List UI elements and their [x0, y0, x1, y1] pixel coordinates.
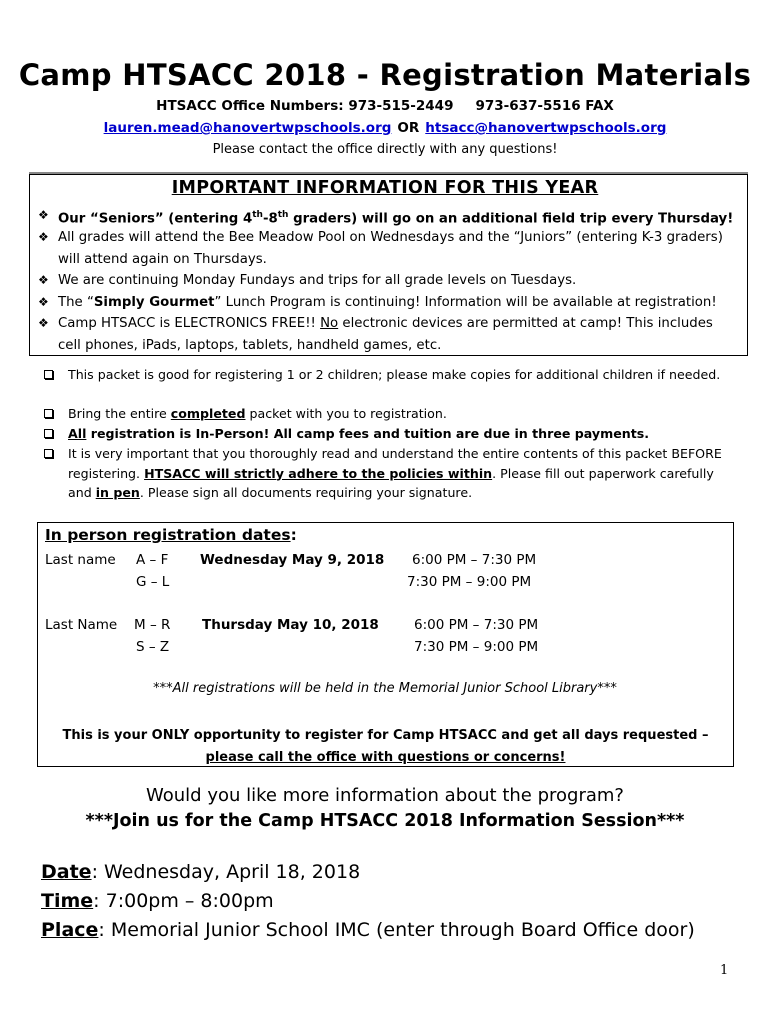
office-phone-line — [0, 98, 770, 114]
important-info-title: IMPORTANT INFORMATION FOR THIS YEAR — [171, 178, 599, 198]
registration-only-opportunity: This is your ONLY opportunity to register for Camp HTSACC and get all days requested – please call the office with questions or concerns! — [62, 728, 709, 765]
diamond-bullet-icon: ❖ — [38, 208, 49, 222]
row1-label: Last name — [45, 552, 116, 568]
row1-date: Wednesday May 9, 2018 — [200, 552, 385, 568]
row1-time2: 7:30 PM – 9:00 PM — [407, 574, 532, 590]
email-line — [0, 120, 770, 136]
checkbox-icon — [44, 370, 53, 379]
session-date: Date: Wednesday, April 18, 2018 — [41, 861, 361, 883]
email-or: OR — [397, 120, 420, 136]
row1-range2: G – L — [136, 574, 170, 590]
important-item: ❖ All grades will attend the Bee Meadow Pool on Wednesdays and the “Juniors” (entering K-3 graders) will attend again on Thursdays. — [38, 227, 738, 270]
diamond-bullet-icon: ❖ — [38, 273, 49, 287]
important-item: ❖ Our “Seniors” (entering 4th-8th graders) will go on an additional field trip every Thursday! — [38, 205, 738, 230]
row1-time1: 6:00 PM – 7:30 PM — [412, 552, 537, 568]
checklist-item: All registration is In-Person! All camp fees and tuition are due in three payments. — [44, 424, 734, 444]
checkbox-icon — [44, 449, 53, 458]
checklist-item: This packet is good for registering 1 or 2 children; please make copies for additional children if needed. — [44, 365, 734, 385]
registration-dates-title: In person registration dates: — [45, 526, 297, 544]
row2-range1: M – R — [134, 617, 171, 633]
diamond-bullet-icon: ❖ — [38, 295, 49, 309]
email-link-lauren[interactable]: lauren.mead@hanovertwpschools.org — [103, 120, 392, 136]
checklist-item: It is very important that you thoroughly read and understand the entire contents of this packet BEFORE registering. HTSACC will strictly adhere to the policies within. Please fill out paperwork carefully and in pen. Please sign all documents requiring your signature. — [44, 444, 734, 503]
email-link-htsacc[interactable]: htsacc@hanovertwpschools.org — [425, 120, 667, 136]
row2-time2: 7:30 PM – 9:00 PM — [414, 639, 539, 655]
row2-time1: 6:00 PM – 7:30 PM — [414, 617, 539, 633]
diamond-bullet-icon: ❖ — [38, 230, 49, 244]
contact-note: Please contact the office directly with any questions! — [212, 142, 558, 157]
important-item: ❖ Camp HTSACC is ELECTRONICS FREE!! No electronic devices are permitted at camp! This includes cell phones, iPads, laptops, tablets, handheld games, etc. — [38, 313, 738, 356]
session-place: Place: Memorial Junior School IMC (enter through Board Office door) — [41, 919, 695, 941]
row2-date: Thursday May 10, 2018 — [202, 617, 379, 633]
office-phone: HTSACC Office Numbers: 973-515-2449 — [156, 98, 454, 114]
row2-label: Last Name — [45, 617, 118, 633]
diamond-bullet-icon: ❖ — [38, 316, 49, 330]
info-session-heading: ***Join us for the Camp HTSACC 2018 Information Session*** — [85, 811, 685, 831]
office-fax: 973-637-5516 FAX — [475, 98, 614, 114]
checkbox-icon — [44, 409, 53, 418]
row1-range1: A – F — [136, 552, 169, 568]
checkbox-icon — [44, 429, 53, 438]
page-number: 1 — [720, 963, 729, 978]
important-item: ❖ We are continuing Monday Fundays and trips for all grade levels on Tuesdays. — [38, 270, 738, 292]
session-time: Time: 7:00pm – 8:00pm — [41, 890, 274, 912]
row2-range2: S – Z — [136, 639, 170, 655]
more-info-question: Would you like more information about the program? — [146, 785, 624, 806]
registration-location-note: ***All registrations will be held in the Memorial Junior School Library*** — [153, 681, 617, 696]
important-item: ❖ The “Simply Gourmet” Lunch Program is continuing! Information will be available at registration! — [38, 292, 738, 314]
checklist-item: Bring the entire completed packet with you to registration. — [44, 404, 734, 424]
page-title: Camp HTSACC 2018 - Registration Materials — [18, 58, 752, 92]
